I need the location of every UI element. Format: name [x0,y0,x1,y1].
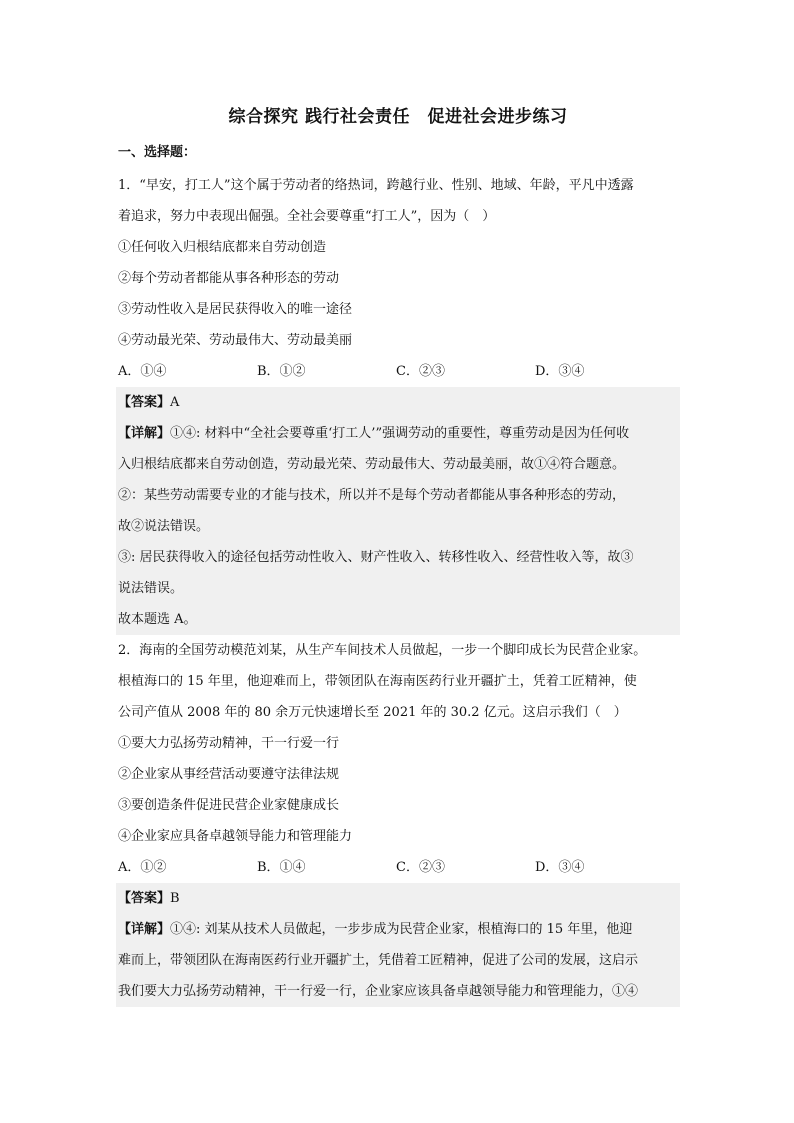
q1-detail-line-4: 故②说法错误。 [118,519,210,534]
answer-value: A [170,395,180,410]
q2-answer-block [116,883,680,1007]
question-2 [118,635,678,1007]
q1-item-1: ①任何收入归根结底都来自劳动创造 [118,240,327,255]
answer-mark: 【答案】 [118,395,171,410]
section-heading: 一、选择题： [118,145,197,160]
q1-detail-line-2: 入归根结底都来自劳动创造，劳动最光荣、劳动最伟大、劳动最美丽，故①④符合题意。 [118,457,626,472]
document-content [118,102,678,1007]
answer-mark: 【答案】 [118,891,171,906]
detail-text: ①④: 刘某从技术人员做起，一步步成为民营企业家，根植海口的 15 年里，他迎 [170,922,633,937]
q1-option-c: C．②③ [396,364,445,379]
q2-stem-line-2: 根植海口的 15 年里，他迎难而上，带领团队在海南医药行业开疆扩土，凭着工匠精神，使 [118,674,637,689]
q1-item-4: ④劳动最光荣、劳动最伟大、劳动最美丽 [118,333,353,348]
detail-mark: 【详解】 [118,922,171,937]
q1-detail-line-7: 故本题选 A。 [118,612,197,627]
q1-detail-line-6: 说法错误。 [118,581,184,596]
q1-answer [118,387,678,418]
q1-option-d: D．③④ [535,364,585,379]
q1-item-2: ②每个劳动者都能从事各种形态的劳动 [118,271,340,286]
q2-item-2: ②企业家从事经营活动要遵守法律法规 [118,767,340,782]
q2-option-d: D．③④ [535,860,585,875]
q1-options [118,356,678,387]
q1-answer-block [116,387,680,635]
q1-item-3: ③劳动性收入是居民获得收入的唯一途径 [118,302,353,317]
q2-stem-line-3: 公司产值从 2008 年的 80 余万元快速增长至 2021 年的 30.2 亿元。这启示我们（ ） [118,705,627,720]
q1-stem-line-2: 着追求，努力中表现出倔强。全社会要尊重“打工人”，因为（ ） [118,209,496,224]
question-1 [118,170,678,635]
q2-detail-line-2: 难而上，带领团队在海南医药行业开疆扩土，凭借着工匠精神，促进了公司的发展，这启示 [118,953,639,968]
q1-detail-line-5: ③: 居民获得收入的途径包括劳动性收入、财产性收入、转移性收入、经营性收入等，故③ [118,550,634,565]
q2-option-b: B．①④ [257,860,306,875]
q2-option-c: C．②③ [396,860,445,875]
q2-detail-line-3: 我们要大力弘扬劳动精神，干一行爱一行，企业家应该具备卓越领导能力和管理能力，①④ [118,984,639,999]
q1-option-a: A．①④ [118,364,167,379]
page-title: 综合探究 践行社会责任 促进社会进步练习 [228,107,568,127]
q2-option-a: A．①② [118,860,167,875]
q2-item-3: ③要创造条件促进民营企业家健康成长 [118,798,340,813]
q2-answer [118,883,678,914]
q2-item-4: ④企业家应具备卓越领导能力和管理能力 [118,829,353,844]
q2-item-1: ①要大力弘扬劳动精神，干一行爱一行 [118,736,340,751]
q1-stem-line-1: 1．“早安，打工人”这个属于劳动者的络热词，跨越行业、性别、地域、年龄，平凡中透露 [118,178,634,193]
q2-detail-line-1 [118,914,678,945]
detail-text: ①④: 材料中“全社会要尊重‘打工人’”强调劳动的重要性，尊重劳动是因为任何收 [170,426,630,441]
q1-detail-line-3: ②：某些劳动需要专业的才能与技术，所以并不是每个劳动者都能从事各种形态的劳动， [118,488,626,503]
answer-value: B [170,891,180,906]
detail-mark: 【详解】 [118,426,171,441]
q2-stem-line-1: 2．海南的全国劳动模范刘某，从生产车间技术人员做起，一步一个脚印成长为民营企业家。 [118,643,647,658]
q2-options [118,852,678,883]
q1-option-b: B．①② [257,364,306,379]
q1-detail-line-1 [118,418,678,449]
